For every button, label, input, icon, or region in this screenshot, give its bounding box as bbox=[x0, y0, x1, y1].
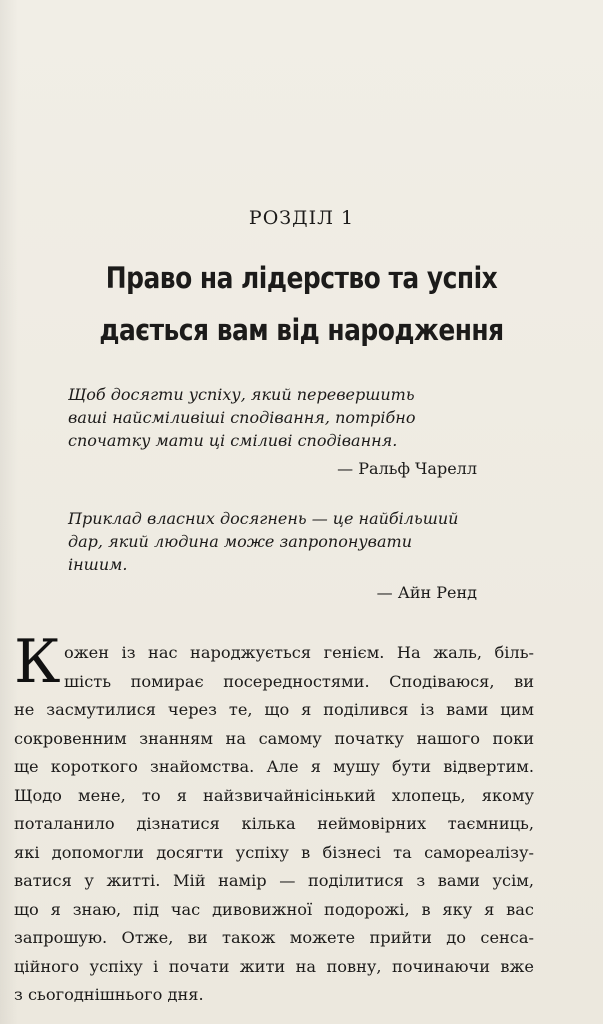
epigraph-2 bbox=[68, 507, 488, 576]
chapter-title-line-1: Право на лідерство та успіх bbox=[105, 261, 498, 295]
body-line: запрошую. Отже, ви також можете прийти до сенса- bbox=[14, 928, 534, 947]
epigraph-1-author: — Ральф Чарелл bbox=[337, 459, 477, 478]
epigraph-1 bbox=[68, 383, 488, 452]
body-line: ватися у житті. Мій намір — поділитися з вами усім, bbox=[14, 871, 534, 890]
chapter-label: РОЗДІЛ 1 bbox=[248, 207, 355, 229]
body-line: з сьогоднішнього дня. bbox=[14, 985, 204, 1004]
epigraph-line: іншим. bbox=[68, 555, 128, 574]
epigraph-line: дар, який людина може запропонувати bbox=[68, 532, 412, 551]
body-line: ційного успіху і почати жити на повну, починаючи вже bbox=[14, 956, 534, 976]
chapter-title-line-2: дається вам від народження bbox=[99, 313, 504, 347]
body-line: шість помирає посередностями. Сподіваюся, ви bbox=[64, 671, 534, 691]
body-line: не засмутилися через те, що я поділився із вами цим bbox=[14, 700, 534, 719]
epigraph-line: ваші найсміливіші сподівання, потрібно bbox=[68, 408, 416, 427]
body-line: що я знаю, під час дивовижної подорожі, в яку я вас bbox=[14, 899, 534, 919]
body-paragraph bbox=[14, 639, 534, 1010]
drop-cap: К bbox=[14, 627, 61, 697]
body-line: ще короткого знайомства. Але я мушу бути відвертим. bbox=[14, 757, 534, 776]
chapter-title bbox=[42, 252, 561, 356]
body-line: Щодо мене, то я найзвичайнісінький хлопець, якому bbox=[14, 785, 534, 805]
epigraph-line: Щоб досягти успіху, який перевершить bbox=[68, 385, 415, 404]
body-line: сокровенним знанням на самому початку нашого поки bbox=[14, 728, 534, 748]
body-line: ожен із нас народжується генієм. На жаль, біль- bbox=[64, 643, 534, 662]
body-line: які допомогли досягти успіху в бізнесі та самореалізу- bbox=[14, 842, 534, 862]
body-line: поталанило дізнатися кілька неймовірних таємниць, bbox=[14, 814, 534, 833]
epigraph-line: спочатку мати ці сміливі сподівання. bbox=[68, 431, 398, 450]
epigraph-2-author: — Айн Ренд bbox=[376, 583, 477, 602]
epigraph-line: Приклад власних досягнень — це найбільший bbox=[68, 509, 459, 528]
